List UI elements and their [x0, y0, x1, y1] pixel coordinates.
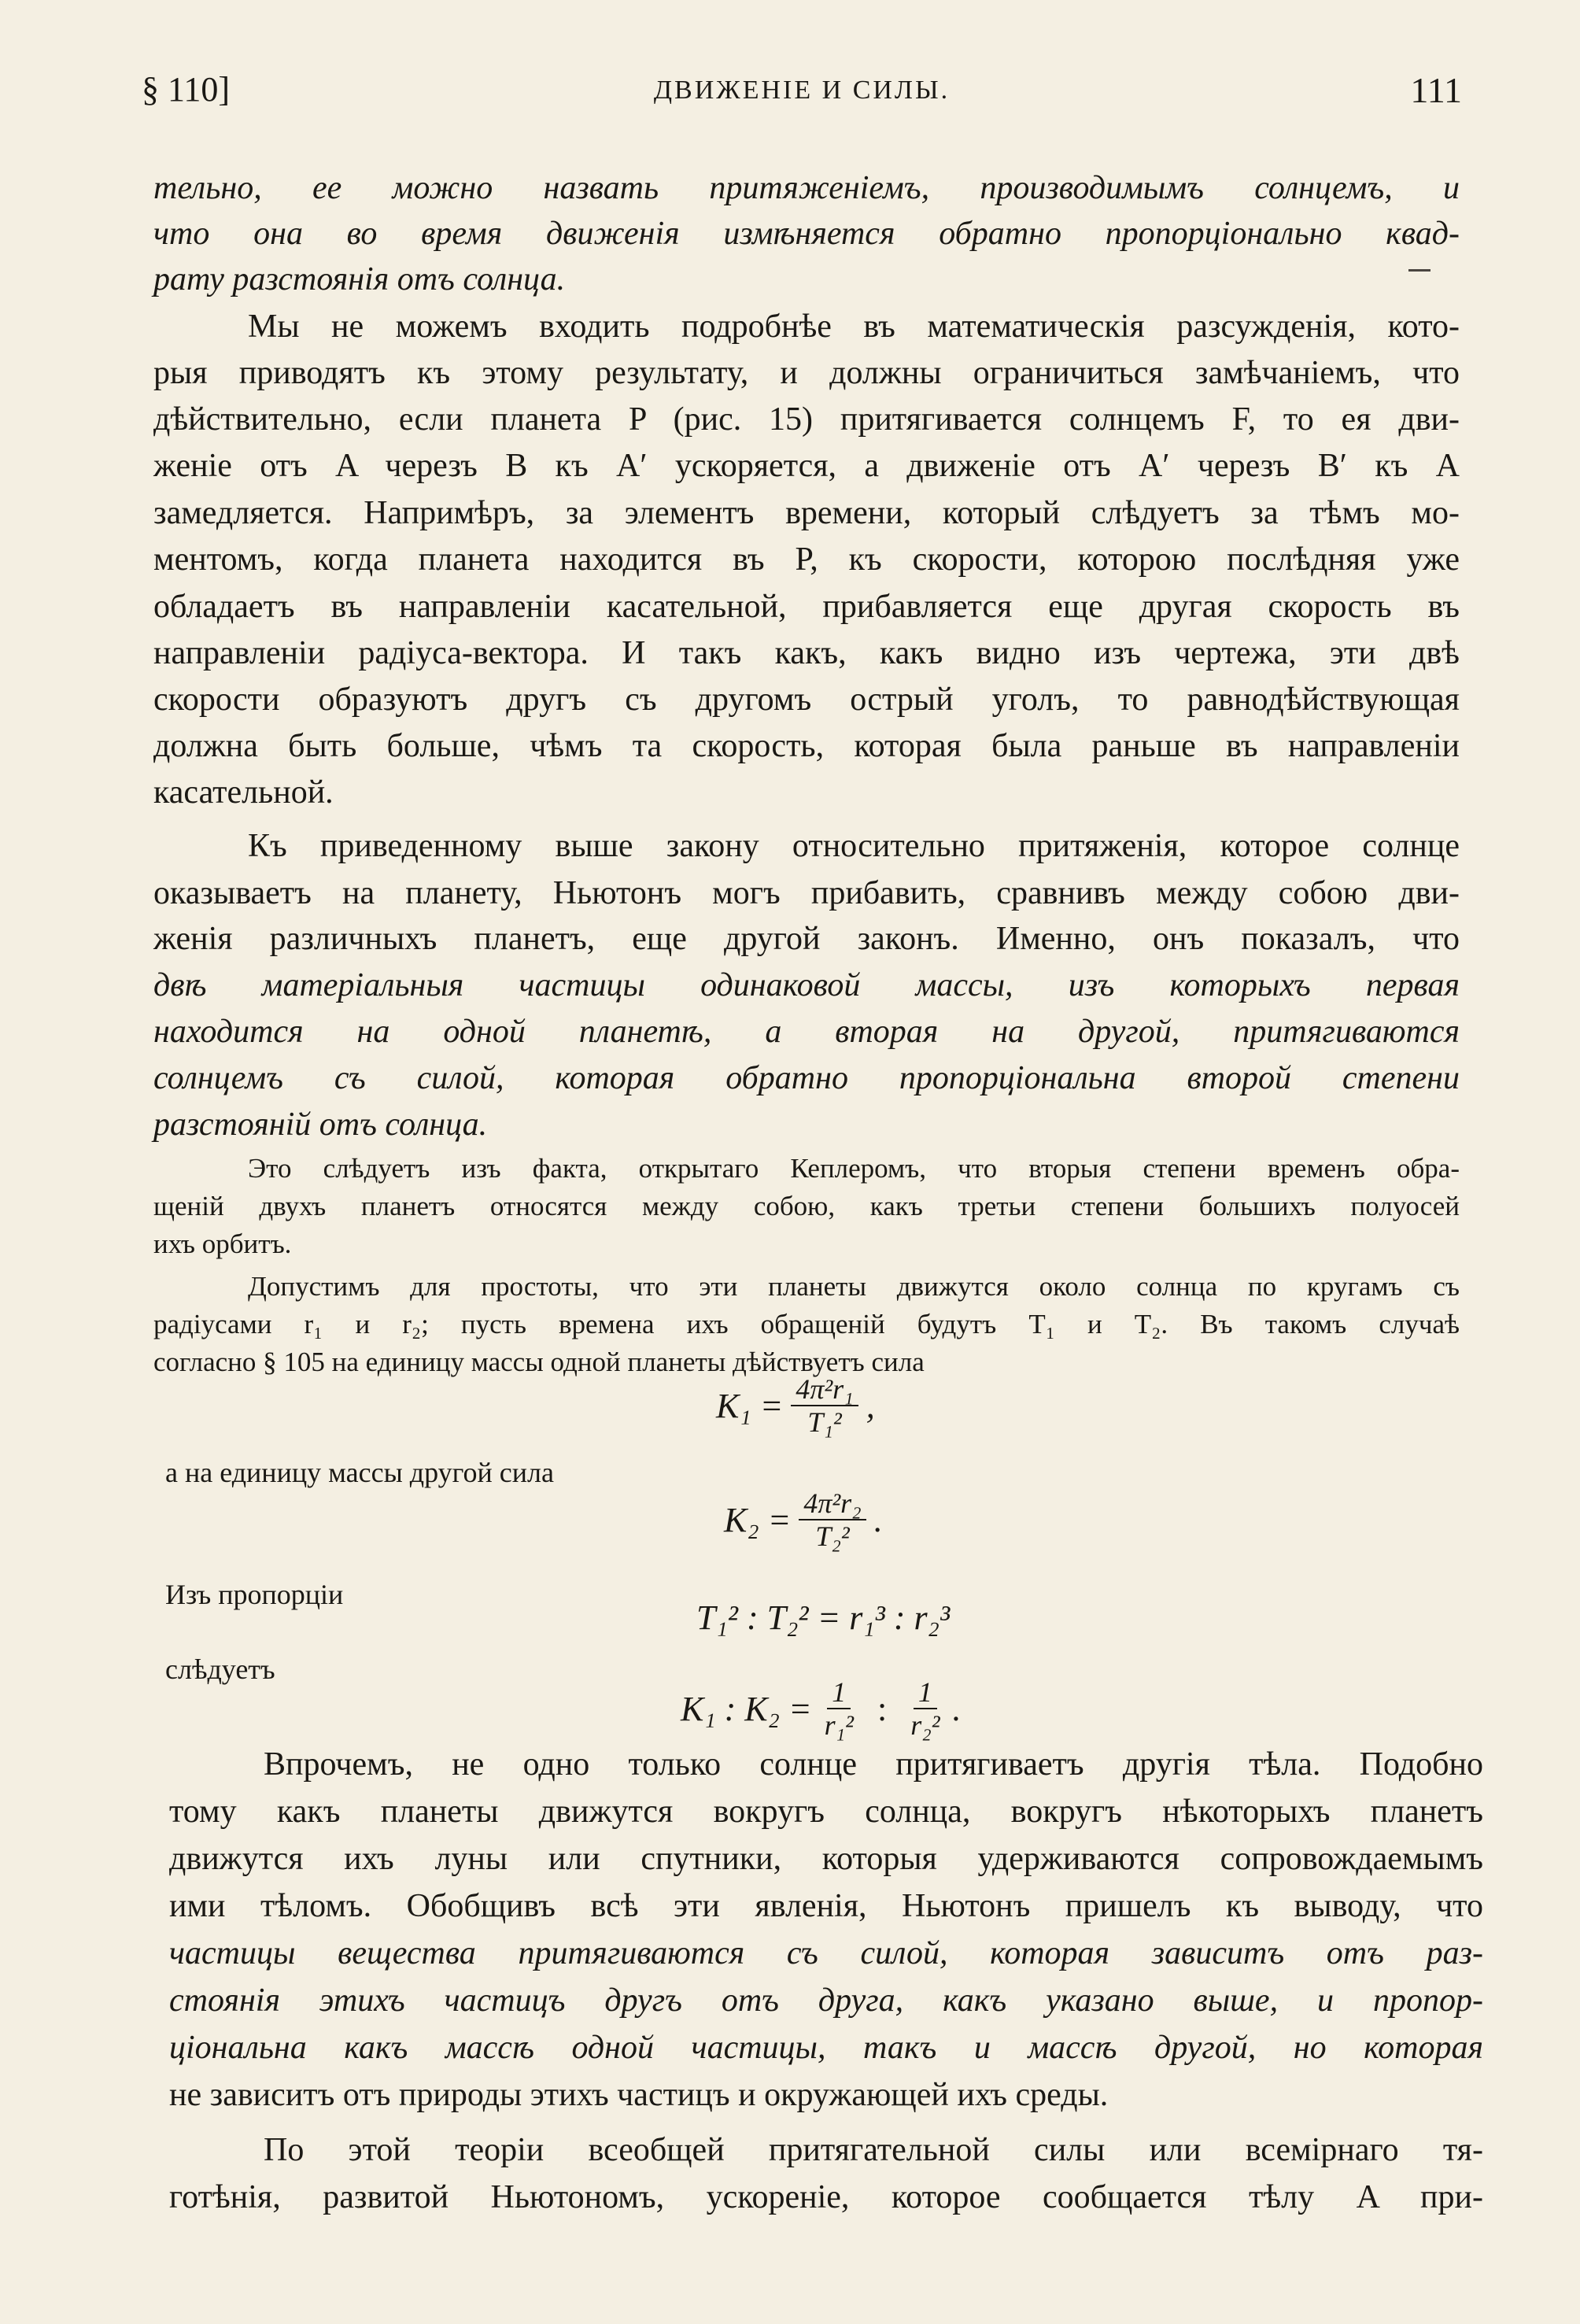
- formula-ratio: [681, 1676, 962, 1741]
- text-line: тому какъ планеты движутся вокругъ солнца, вокругъ нѣкоторыхъ планетъ: [169, 1794, 1483, 1830]
- text-line: не зависитъ отъ природы этихъ частицъ и окружающей ихъ среды.: [169, 2077, 1109, 2113]
- text-line: солнцемъ съ силой, которая обратно пропорціональна второй степени: [153, 1060, 1460, 1096]
- numerator: 1: [914, 1676, 937, 1709]
- fraction: [820, 1676, 858, 1741]
- denominator: T₁²: [807, 1406, 842, 1438]
- denominator: T₂²: [815, 1520, 850, 1552]
- text-line: замедляется. Напримѣръ, за элементъ времени, который слѣдуетъ за тѣмъ мо-: [153, 495, 1460, 531]
- text-line: По этой теоріи всеобщей притягательной силы или всемірнаго тя-: [264, 2132, 1483, 2168]
- text-line: Къ приведенному выше закону относительно притяженія, которое солнце: [248, 828, 1460, 864]
- formula-lhs: K₂ =: [724, 1500, 792, 1539]
- small-text-line: согласно § 105 на единицу массы одной планеты дѣйствуетъ сила: [153, 1347, 925, 1377]
- small-text-line: Допустимъ для простоты, что эти планеты движутся около солнца по кругамъ съ: [248, 1271, 1460, 1302]
- text-line: а на единицу массы другой сила: [165, 1457, 554, 1488]
- text-line: слѣдуетъ: [165, 1653, 275, 1685]
- section-marker: § 110]: [142, 70, 231, 109]
- text-line: тельно, ее можно назвать притяженіемъ, производимымъ солнцемъ, и: [153, 170, 1460, 206]
- numerator: 1: [827, 1676, 851, 1709]
- text-line: рату разстоянія отъ солнца.: [153, 261, 566, 297]
- text-line: обладаетъ въ направленіи касательной, прибавляется еще другая скорость въ: [153, 589, 1460, 625]
- text-line: дѣйствительно, если планета P (рис. 15) притягивается солнцемъ F, то ея дви-: [153, 401, 1460, 438]
- fraction: [791, 1373, 858, 1438]
- text-line: направленіи радіуса-вектора. И такъ какъ, какъ видно изъ чертежа, эти двѣ: [153, 635, 1460, 671]
- formula-k1: [716, 1373, 875, 1438]
- page-number: 111: [1410, 70, 1462, 110]
- ratio-sign: :: [877, 1689, 888, 1728]
- text-line: оказываетъ на планету, Ньютонъ могъ прибавить, сравнивъ между собою дви-: [153, 875, 1460, 911]
- text-line: разстояній отъ солнца.: [153, 1107, 488, 1143]
- running-title: ДВИЖЕНІЕ И СИЛЫ.: [653, 76, 951, 105]
- small-text-line: радіусами r₁ и r₂; пусть времена ихъ обращеній будутъ T₁ и T₂. Въ такомъ случаѣ: [153, 1309, 1460, 1339]
- text-line: готѣнія, развитой Ньютономъ, ускореніе, которое сообщается тѣлу A при-: [169, 2179, 1483, 2215]
- text-line: что она во время движенія измѣняется обратно пропорціонально квад-: [153, 216, 1460, 252]
- text-line: ціональна какъ массѣ одной частицы, такъ и массѣ другой, но которая: [169, 2030, 1483, 2066]
- text-line: рыя приводятъ къ этому результату, и должны ограничиться замѣчаніемъ, что: [153, 355, 1460, 391]
- formula-lhs: K₁ =: [716, 1386, 784, 1425]
- text-line: ими тѣломъ. Обобщивъ всѣ эти явленія, Ньютонъ пришелъ къ выводу, что: [169, 1888, 1483, 1924]
- formula-expr: T₁² : T₂² = r₁³ : r₂³: [696, 1598, 951, 1637]
- fraction: [799, 1487, 866, 1552]
- formula-lhs: K₁ : K₂ =: [681, 1689, 812, 1728]
- text-line: двѣ матеріальныя частицы одинаковой массы, изъ которыхъ первая: [153, 967, 1460, 1003]
- small-text-line: щеній двухъ планетъ относятся между собою, какъ третьи степени большихъ полуосей: [153, 1191, 1460, 1221]
- denominator: r₂²: [910, 1709, 940, 1741]
- formula-k2: [724, 1487, 883, 1552]
- text-line: должна быть больше, чѣмъ та скорость, которая была раньше въ направленіи: [153, 728, 1460, 764]
- numerator: 4π²r₁: [791, 1373, 858, 1406]
- text-line: Впрочемъ, не одно только солнце притягиваетъ другія тѣла. Подобно: [264, 1746, 1483, 1783]
- formula-tail: .: [952, 1689, 962, 1728]
- text-line: Изъ пропорціи: [165, 1579, 344, 1610]
- text-line: Мы не можемъ входить подробнѣе въ математическія разсужденія, кото-: [248, 309, 1460, 345]
- text-line: движутся ихъ луны или спутники, которыя удерживаются сопровождаемымъ: [169, 1841, 1483, 1877]
- text-line: стоянія этихъ частицъ другъ отъ друга, какъ указано выше, и пропор-: [169, 1982, 1483, 2019]
- small-text-line: ихъ орбитъ.: [153, 1229, 292, 1259]
- formula-proportion: [696, 1598, 950, 1638]
- small-text-line: Это слѣдуетъ изъ факта, открытаго Кеплеромъ, что вторыя степени временъ обра-: [248, 1153, 1460, 1184]
- running-header: [142, 69, 1462, 116]
- numerator: 4π²r₂: [799, 1487, 866, 1520]
- fraction: [906, 1676, 944, 1741]
- text-line: частицы вещества притягиваются съ силой, которая зависитъ отъ раз-: [169, 1935, 1483, 1971]
- text-line: ментомъ, когда планета находится въ P, къ скорости, которою послѣдняя уже: [153, 541, 1460, 578]
- text-line: женіе отъ A черезъ B къ A′ ускоряется, а движеніе отъ A′ черезъ B′ къ A: [153, 448, 1460, 484]
- text-line: находится на одной планетѣ, а вторая на другой, притягиваются: [153, 1014, 1460, 1050]
- text-line: женія различныхъ планетъ, еще другой законъ. Именно, онъ показалъ, что: [153, 921, 1460, 957]
- text-line: касательной.: [153, 774, 334, 811]
- text-line: скорости образуютъ другъ съ другомъ острый уголъ, то равнодѣйствующая: [153, 682, 1460, 718]
- formula-tail: .: [873, 1500, 883, 1539]
- formula-tail: ,: [866, 1386, 875, 1425]
- denominator: r₁²: [824, 1709, 854, 1741]
